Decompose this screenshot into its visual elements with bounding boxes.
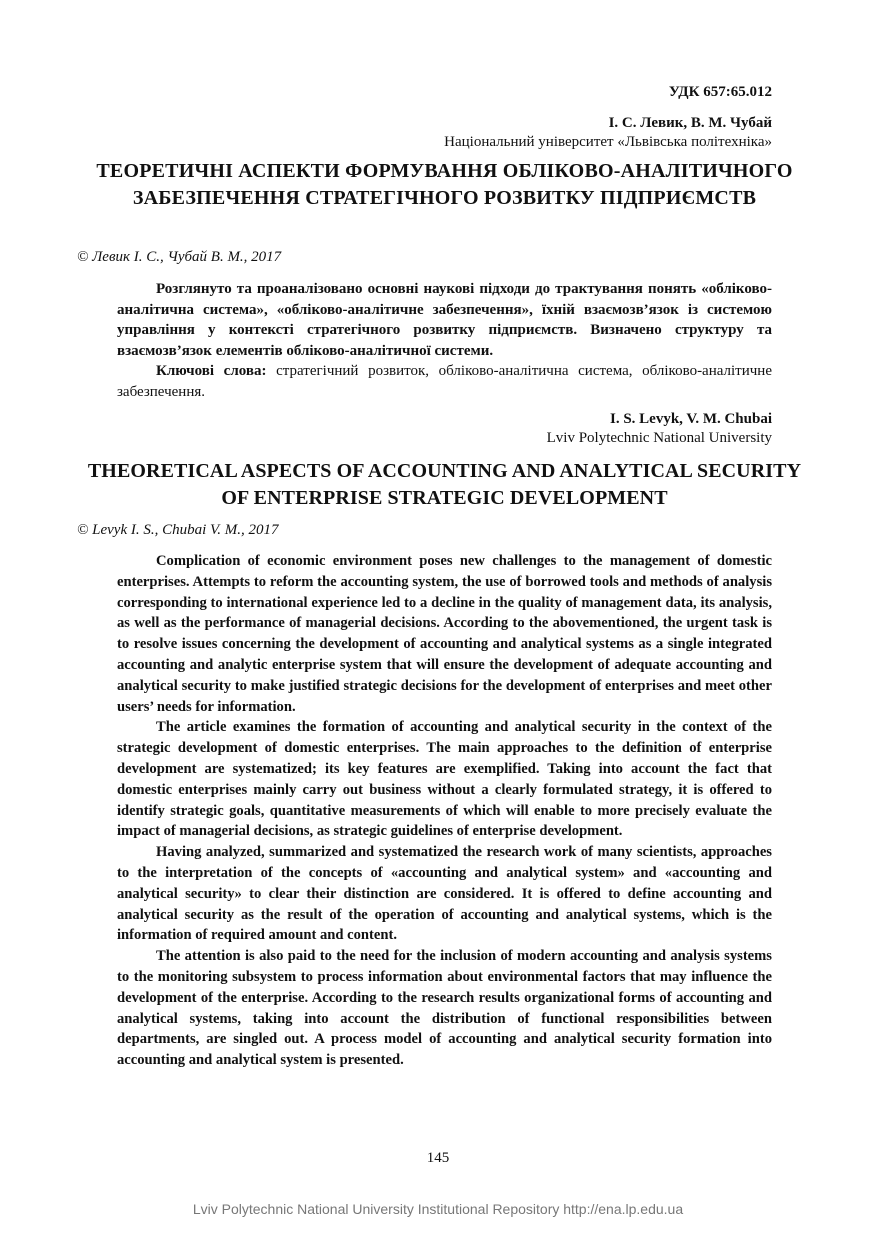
abstract-paragraph: Having analyzed, summarized and systematized the research work of many scientists, approaches to the interpretation of the concepts of «accounting and analytical system» and «accounting and analytical security» to clear their distinction are considered. It is offered to define accounting and analytical security as the result of the operation of accounting and analytical systems, which is the information of required amount and content. (117, 844, 772, 944)
abstract-paragraph: The attention is also paid to the need for the inclusion of modern accounting and analysis systems to the monitoring subsystem to process information about environmental factors that may influence the development of the enterprise. According to the research results organizational forms of accounting and analytical systems, taking into account the distribution of functional responsibilities between departments, are singled out. A process model of accounting and analytical security formation into accounting and analytical system is presented. (117, 948, 772, 1069)
abstract-ukrainian-text: Розглянуто та проаналізовано основні наукові підходи до трактування понять «обліково-аналітична система», «обліково-аналітичне забезпечення», їхній взаємозв’язок із системою управління у контексті стратегічного розвитку підприємств. Визначено структуру та взаємозв’язок елементів обліково-аналітичної системи. (117, 281, 772, 359)
title-ukrainian: ТЕОРЕТИЧНІ АСПЕКТИ ФОРМУВАННЯ ОБЛІКОВО-АНАЛІТИЧНОГО ЗАБЕЗПЕЧЕННЯ СТРАТЕГІЧНОГО РОЗВИТКУ ПІДПРИЄМСТВ (96, 160, 793, 209)
abstract-paragraph: Complication of economic environment poses new challenges to the management of domestic enterprises. Attempts to reform the accounting system, the use of borrowed tools and methods of analysis corresponding to international experience led to a decline in the quality of management data, its analysis, as well as the performance of managerial decisions. According to the abovementioned, the urgent task is to resolve issues concerning the development of accounting and analytical systems as a single integrated accounting and analytic enterprise system that will ensure the development of adequate accounting and analytical security to make justified strategic decisions for the development of enterprises and meet other users’ needs for information. (117, 553, 772, 715)
page-number: 145 (426, 1150, 450, 1166)
abstract-paragraph: The article examines the formation of accounting and analytical security in the context of the strategic development of domestic enterprises. The main approaches to the definition of enterprise development are systematized; its key features are exemplified. Taking into account the fact that domestic enterprises mainly carry out business without a clearly formulated strategy, it is offered to identify strategic goals, quantitative measurements of which will enable to more precisely evaluate the impact of managerial decisions, as strategic guidelines of enterprise development. (117, 719, 772, 840)
udk-code: УДК 657:65.012 (668, 84, 772, 100)
affiliation-english: Lviv Polytechnic National University (546, 430, 772, 446)
authors-ukrainian: І. С. Левик, В. М. Чубай (608, 115, 772, 131)
copyright-english: © Levyk I. S., Chubai V. M., 2017 (77, 522, 279, 538)
affiliation-ukrainian: Національний університет «Львівська політехніка» (444, 134, 772, 150)
abstract-english (117, 551, 772, 1071)
repository-footer: Lviv Polytechnic National University Institutional Repository http://ena.lp.edu.ua (192, 1201, 684, 1217)
keywords-text: стратегічний розвиток, обліково-аналітична система, обліково-аналітичне забезпечення. (117, 363, 772, 400)
copyright-ukrainian: © Левик І. С., Чубай В. М., 2017 (77, 249, 282, 265)
authors-english: I. S. Levyk, V. M. Chubai (610, 411, 772, 427)
title-english: THEORETICAL ASPECTS OF ACCOUNTING AND ANALYTICAL SECURITY OF ENTERPRISE STRATEGIC DEVELOPMENT (87, 460, 802, 509)
keywords-label: Ключові слова: (156, 363, 267, 379)
abstract-ukrainian (117, 279, 772, 402)
keywords-ukrainian (117, 361, 772, 402)
